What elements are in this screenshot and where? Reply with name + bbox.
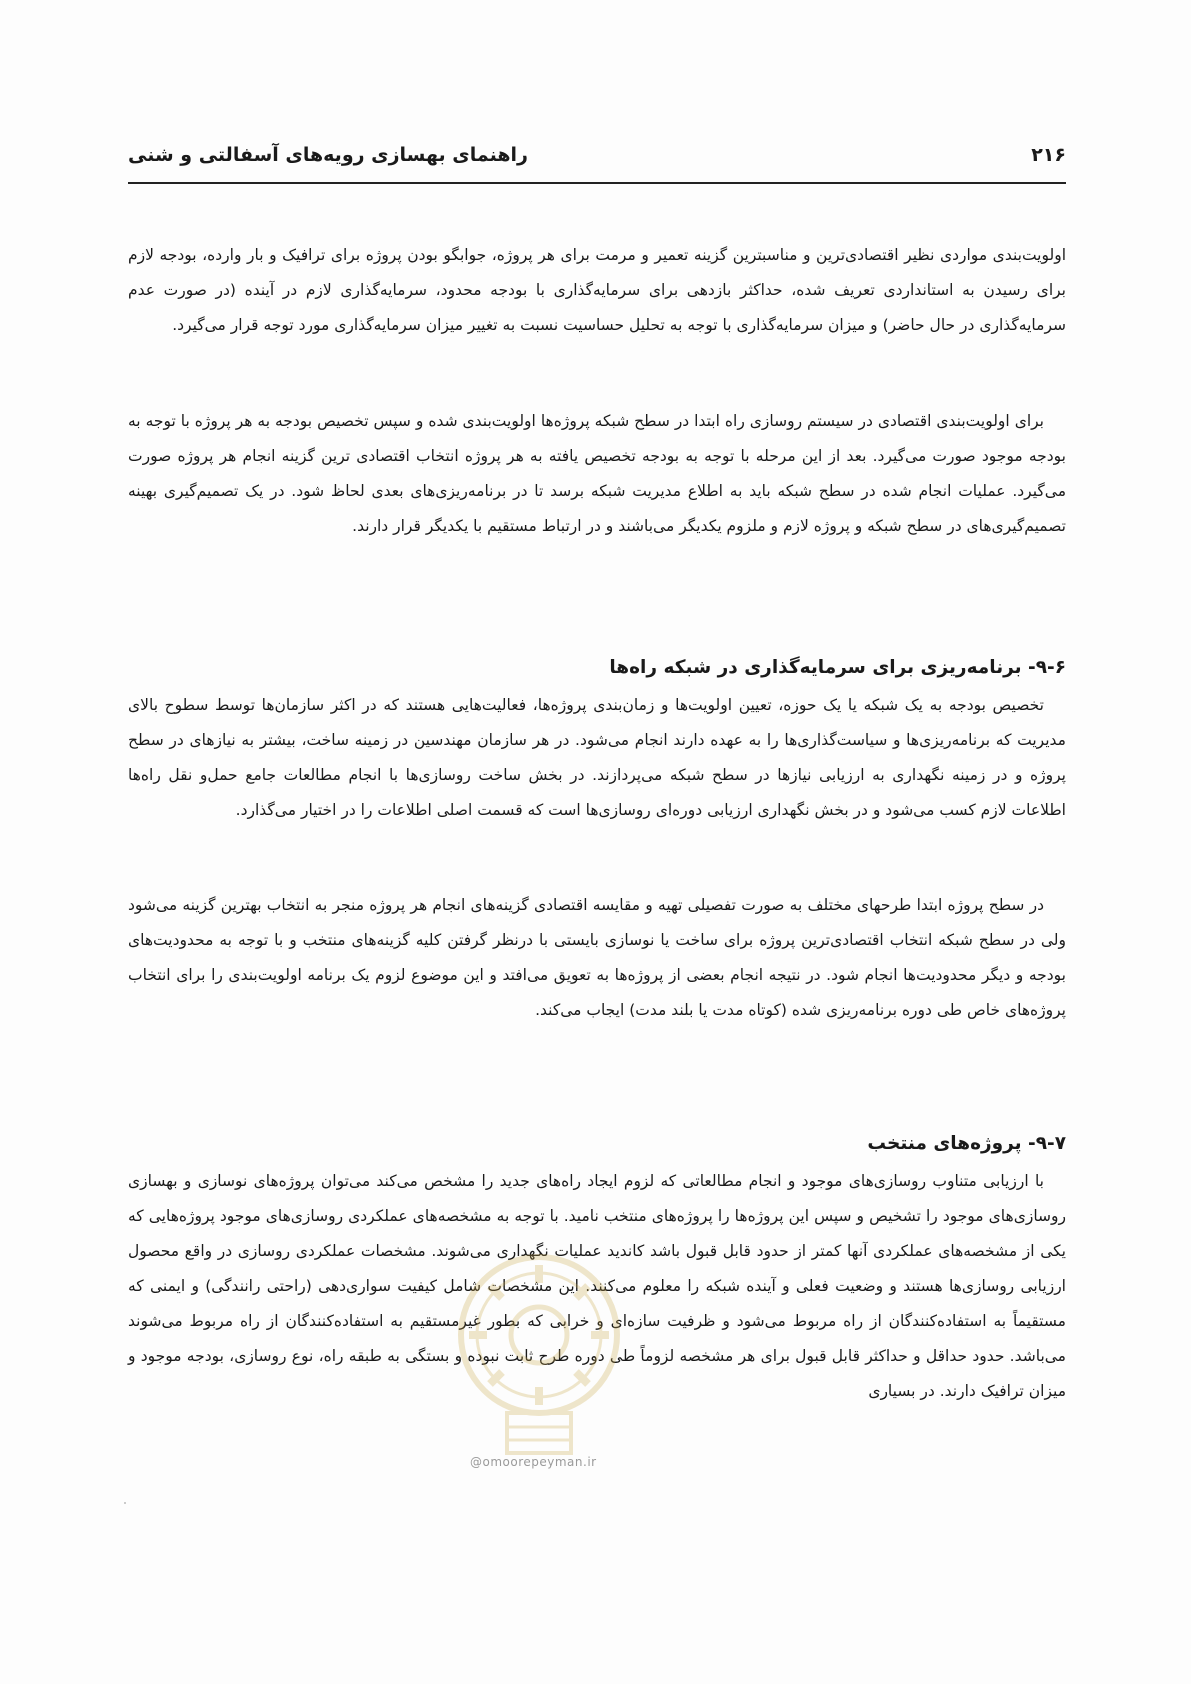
section-title: پروژه‌های منتخب xyxy=(867,1133,1022,1154)
paragraph-block-4 xyxy=(128,888,1066,1028)
section-heading-9-6 xyxy=(128,652,1066,684)
page-number: ۲۱۶ xyxy=(1031,144,1066,166)
paragraph-block-5 xyxy=(128,1164,1066,1409)
paragraph-block-3 xyxy=(128,688,1066,828)
paragraph-block-2 xyxy=(128,404,1066,544)
page-header xyxy=(128,142,1066,184)
paragraph-economic-prioritization: برای اولویت‌بندی اقتصادی در سیستم روسازی راه ابتدا در سطح شبکه پروژه‌ها اولویت‌بندی شده و سپس تخصیص بودجه به هر پروژه با توجه به بودجه موجود صورت می‌گیرد. بعد از این مرحله با توجه به بودجه تخصیص یافته به هر پروژه انتخاب اقتصادی ترین گزینه انجام هر پروژه صورت می‌گیرد. عملیات انجام شده در سطح شبکه باید به اطلاع مدیریت شبکه برسد تا در برنامه‌ریزی‌های بعدی لحاظ شود. در یک تصمیم‌گیری بهینه تصمیم‌گیری‌های در سطح شبکه و پروژه لازم و ملزوم یکدیگر می‌باشند و در ارتباط مستقیم با یکدیگر قرار دارند. xyxy=(128,412,1066,535)
paragraph-project-level: در سطح پروژه ابتدا طرحهای مختلف به صورت تفصیلی تهیه و مقایسه اقتصادی گزینه‌های انجام هر پروژه منجر به انتخاب بهترین گزینه می‌شود ولی در سطح شبکه انتخاب اقتصادی‌ترین پروژه برای ساخت یا نوسازی بایستی با درنظر گرفتن کلیه گزینه‌های منتخب و با توجه به محدودیت‌های بودجه و دیگر محدودیت‌ها انجام شود. در نتیجه انجام بعضی از پروژه‌ها به تعویق می‌افتد و این موضوع لزوم یک برنامه اولویت‌بندی را برای انتخاب پروژه‌های خاص طی دوره برنامه‌ریزی شده (کوتاه مدت یا بلند مدت) ایجاب می‌کند. xyxy=(128,896,1066,1019)
section-title: برنامه‌ریزی برای سرمایه‌گذاری در شبکه راه‌ها xyxy=(609,657,1022,678)
paragraph-priority-items: اولویت‌بندی مواردی نظیر اقتصادی‌ترین و مناسبترین گزینه تعمیر و مرمت برای هر پروژه، جوابگو بودن پروژه برای ترافیک و بار وارده، بودجه لازم برای رسیدن به استانداردی تعریف شده، حداکثر بازدهی برای سرمایه‌گذاری با بودجه محدود، سرمایه‌گذاری لازم در آینده (در صورت عدم سرمایه‌گذاری در حال حاضر) و میزان سرمایه‌گذاری با توجه به تحلیل حساسیت نسبت به تغییر میزان سرمایه‌گذاری مورد توجه قرار می‌گیرد. xyxy=(128,246,1066,334)
section-number: ۹-۶- xyxy=(1028,657,1066,678)
watermark-text: @omoorepeyman.ir xyxy=(470,1455,597,1469)
section-heading-9-7 xyxy=(128,1128,1066,1160)
paragraph-selected-projects: با ارزیابی متناوب روسازی‌های موجود و انجام مطالعاتی که لزوم ایجاد راه‌های جدید را مشخص می‌کند می‌توان پروژه‌های نوسازی و بهسازی روسازی‌های موجود را تشخیص و سپس این پروژه‌ها را پروژه‌های منتخب نامید. با توجه به مشخصه‌های عملکردی روسازی‌های موجود پروژه‌هایی که یکی از مشخصه‌های عملکردی آنها کمتر از حدود قابل قبول باشد کاندید عملیات نگهداری می‌شوند. مشخصات عملکردی روسازی در واقع محصول ارزیابی روسازی‌ها هستند و وضعیت فعلی و آینده شبکه را معلوم می‌کنند. این مشخصات شامل کیفیت سواری‌دهی (راحتی رانندگی) و ایمنی که مستقیماً به استفاده‌کنندگان از راه مربوط می‌شود و ظرفیت سازه‌ای و خرابی که بطور غیرمستقیم به استفاده‌کنندگان از راه مربوط می‌شوند می‌باشد. حدود حداقل و حداکثر قابل قبول برای هر مشخصه لزوماً طی دوره طرح ثابت نبوده و بستگی به طبقه راه، نوع روسازی، بودجه موجود و میزان ترافیک دارند. در بسیاری xyxy=(128,1172,1066,1400)
paragraph-budget-allocation: تخصیص بودجه به یک شبکه یا یک حوزه، تعیین اولویت‌ها و زمان‌بندی پروژه‌ها، فعالیت‌هایی هستند که در اکثر سازمان‌ها توسط سطوح بالای مدیریت که برنامه‌ریزی‌ها و سیاست‌گذاری‌ها را به عهده دارند انجام می‌شود. در هر سازمان مهندسین در زمینه ساخت، بیشتر به نیازهای در سطح پروژه و در زمینه نگهداری به ارزیابی نیازها در سطح شبکه می‌پردازند. در بخش ساخت روسازی‌ها با انجام مطالعات جامع حمل‌و نقل راه‌ها اطلاعات لازم کسب می‌شود و در بخش نگهداری ارزیابی دوره‌ای روسازی‌ها است که قسمت اصلی اطلاعات را در اختیار می‌گذارد. xyxy=(128,696,1066,819)
margin-mark xyxy=(124,1502,126,1504)
section-number: ۹-۷- xyxy=(1028,1133,1066,1154)
paragraph-block-1 xyxy=(128,238,1066,343)
running-title: راهنمای بهسازی رویه‌های آسفالتی و شنی xyxy=(128,144,528,166)
